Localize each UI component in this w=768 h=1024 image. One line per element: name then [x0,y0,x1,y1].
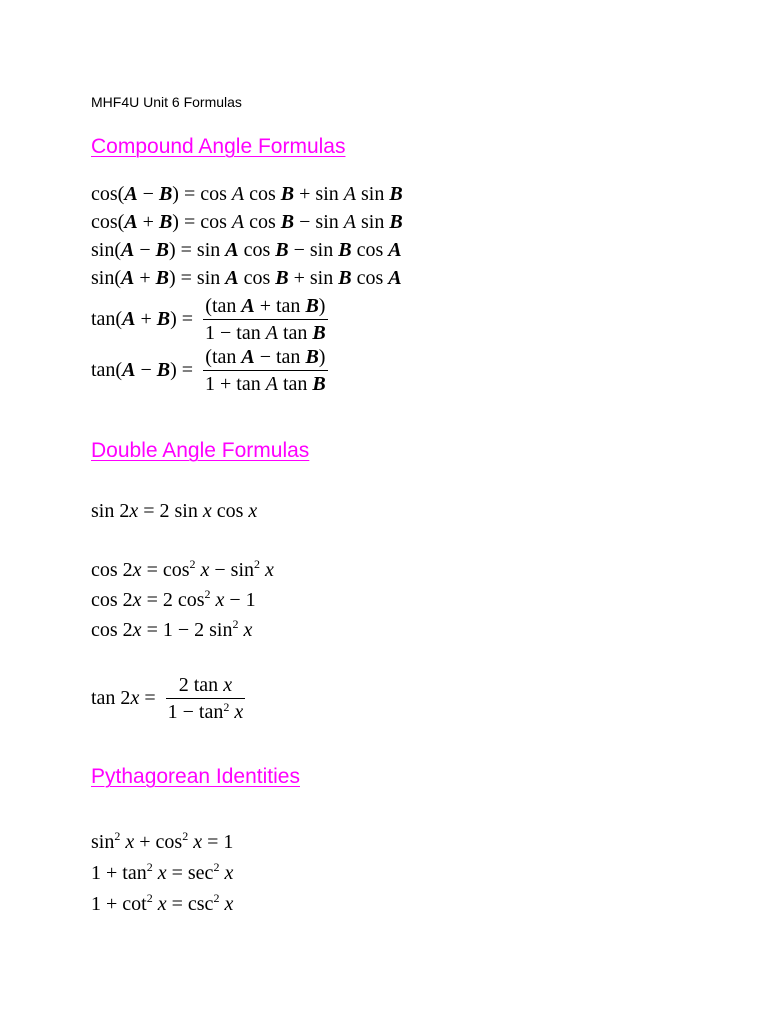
compound-formula-4: sin(A + B) = sin A cos B + sin B cos A [91,267,402,289]
pythagorean-heading: Pythagorean Identities [91,765,300,788]
compound-formula-5: tan(A + B) = $\frac{\text{(tan A + tan B)}}{\text{1 − tan A tan B}}$ [91,294,326,344]
double-formula-4: cos 2x = 1 − 2 $\sin^2 x$ [91,617,253,641]
compound-formula-3: sin(A − B) = sin A cos B − sin B cos A [91,239,402,261]
compound-formula-2: cos(A + B) = cos A cos B − sin A sin B [91,211,403,233]
double-formula-2: $\cos 2x = \cos^2 x - \sin^2 x$ [91,557,274,581]
compound-formula-6: tan(A − B) = $\frac{\text{(tan A − tan B)}}{\text{1 + tan A tan B}}$ [91,345,326,395]
pythagorean-formula-2: $1 + \tan^2 x = \sec^2 x$ [91,860,234,884]
compound-angle-heading: Compound Angle Formulas [91,135,346,158]
double-formula-5: tan 2x = $\frac{\text{2 tan x}}{1 - \tan^2 x}$ [91,673,244,723]
document-title: MHF4U Unit 6 Formulas [91,94,242,110]
pythagorean-formula-3: $1 + \cot^2 x = \csc^2 x$ [91,891,234,915]
double-formula-3: cos 2x = 2 $\cos^2 x - 1$ [91,587,256,611]
double-formula-1: sin 2x = 2 sin x cos x [91,500,258,522]
double-angle-heading: Double Angle Formulas [91,439,310,462]
pythagorean-formula-1: $\sin^2 x + \cos^2 x = 1$ [91,829,234,853]
compound-formula-1: cos(A − B) = cos A cos B + sin A sin B [91,183,403,205]
